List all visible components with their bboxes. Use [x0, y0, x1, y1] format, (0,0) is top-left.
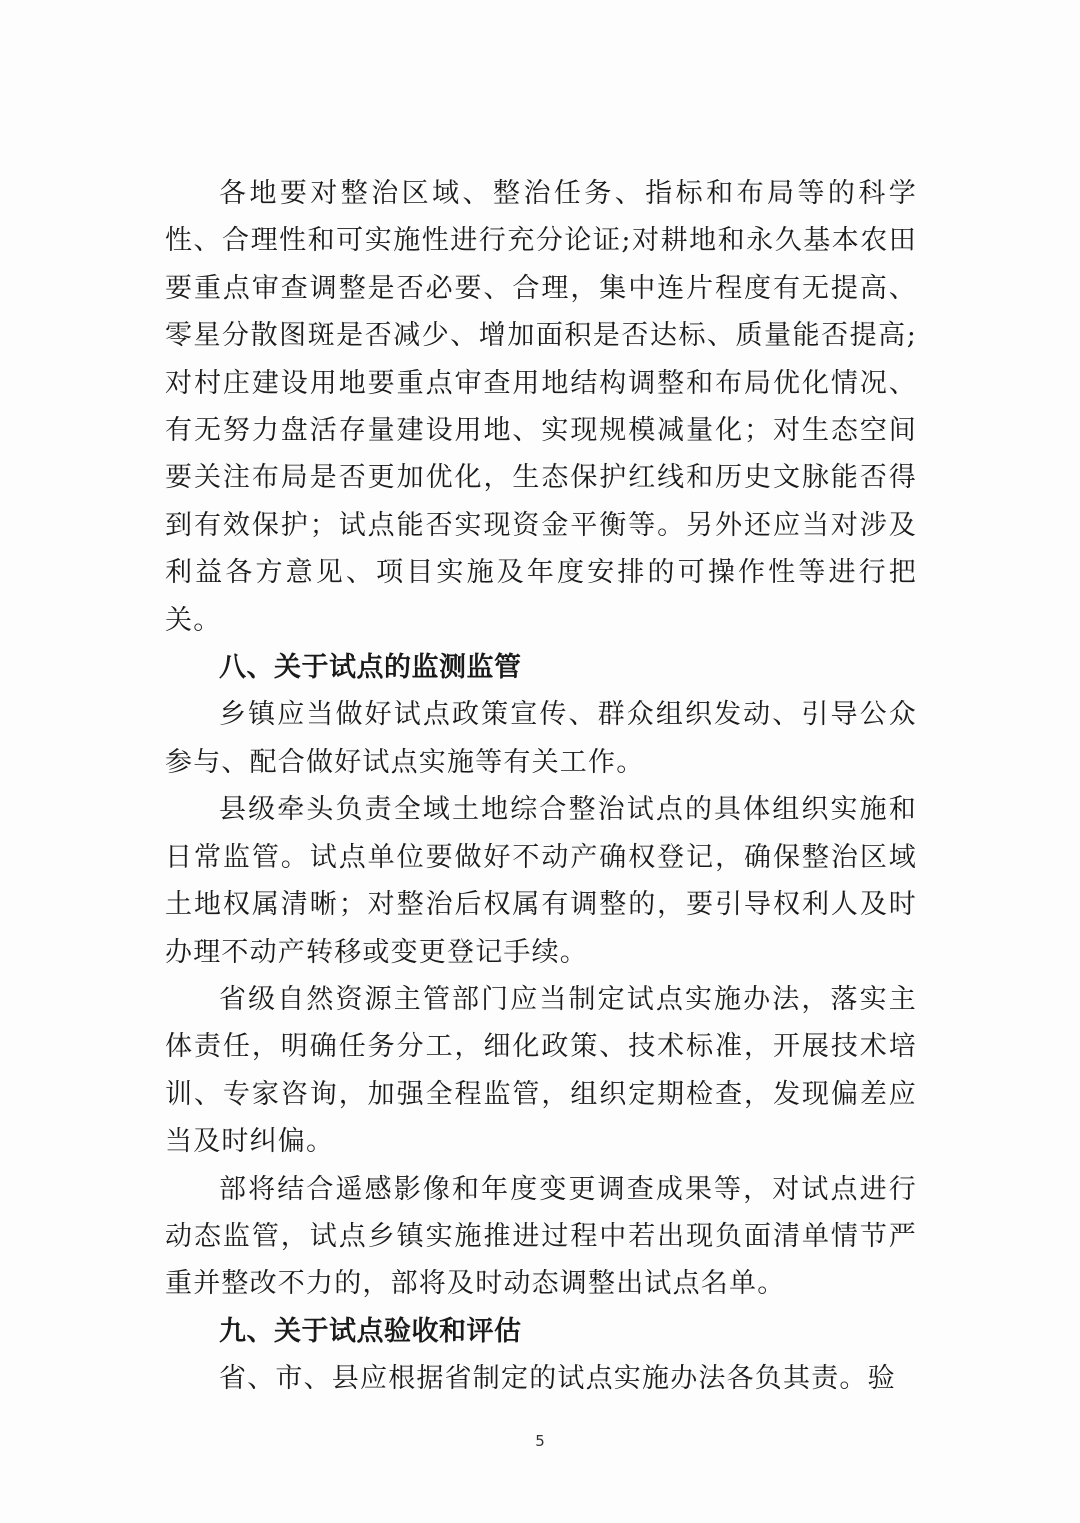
- paragraph-ministry-supervision: 部将结合遥感影像和年度变更调查成果等，对试点进行动态监管，试点乡镇实施推进过程中若出现负面清单情节严重并整改不力的，部将及时动态调整出试点名单。: [165, 1173, 917, 1300]
- section-heading-monitoring: 八、关于试点的监测监管: [219, 652, 522, 684]
- document-body: [165, 170, 917, 1403]
- page-number: 5: [535, 1432, 545, 1450]
- paragraph-county-duties: 县级牵头负责全域土地综合整治试点的具体组织实施和日常监管。试点单位要做好不动产确权登记，确保整治区域土地权属清晰；对整治后权属有调整的，要引导权利人及时办理不动产转移或变更登记手续。: [165, 794, 917, 968]
- section-heading-acceptance: 九、关于试点验收和评估: [219, 1315, 522, 1347]
- paragraph-review-requirements: 各地要对整治区域、整治任务、指标和布局等的科学性、合理性和可实施性进行充分论证;对耕地和永久基本农田要重点审查调整是否必要、合理，集中连片程度有无提高、零星分散图斑是否减少、增加面积是否达标、质量能否提高;对村庄建设用地要重点审查用地结构调整和布局优化情况、有无努力盘活存量建设用地、实现规模减量化；对生态空间要关注布局是否更加优化，生态保护红线和历史文脉能否得到有效保护；试点能否实现资金平衡等。另外还应当对涉及利益各方意见、项目实施及年度安排的可操作性等进行把关。: [165, 178, 917, 636]
- paragraph-provincial-duties: 省级自然资源主管部门应当制定试点实施办法，落实主体责任，明确任务分工，细化政策、技术标准，开展技术培训、专家咨询，加强全程监管，组织定期检查，发现偏差应当及时纠偏。: [165, 983, 917, 1158]
- paragraph-township-duties: 乡镇应当做好试点政策宣传、群众组织发动、引导公众参与、配合做好试点实施等有关工作。: [165, 699, 917, 778]
- paragraph-acceptance-intro: 省、市、县应根据省制定的试点实施办法各负其责。验: [219, 1363, 896, 1395]
